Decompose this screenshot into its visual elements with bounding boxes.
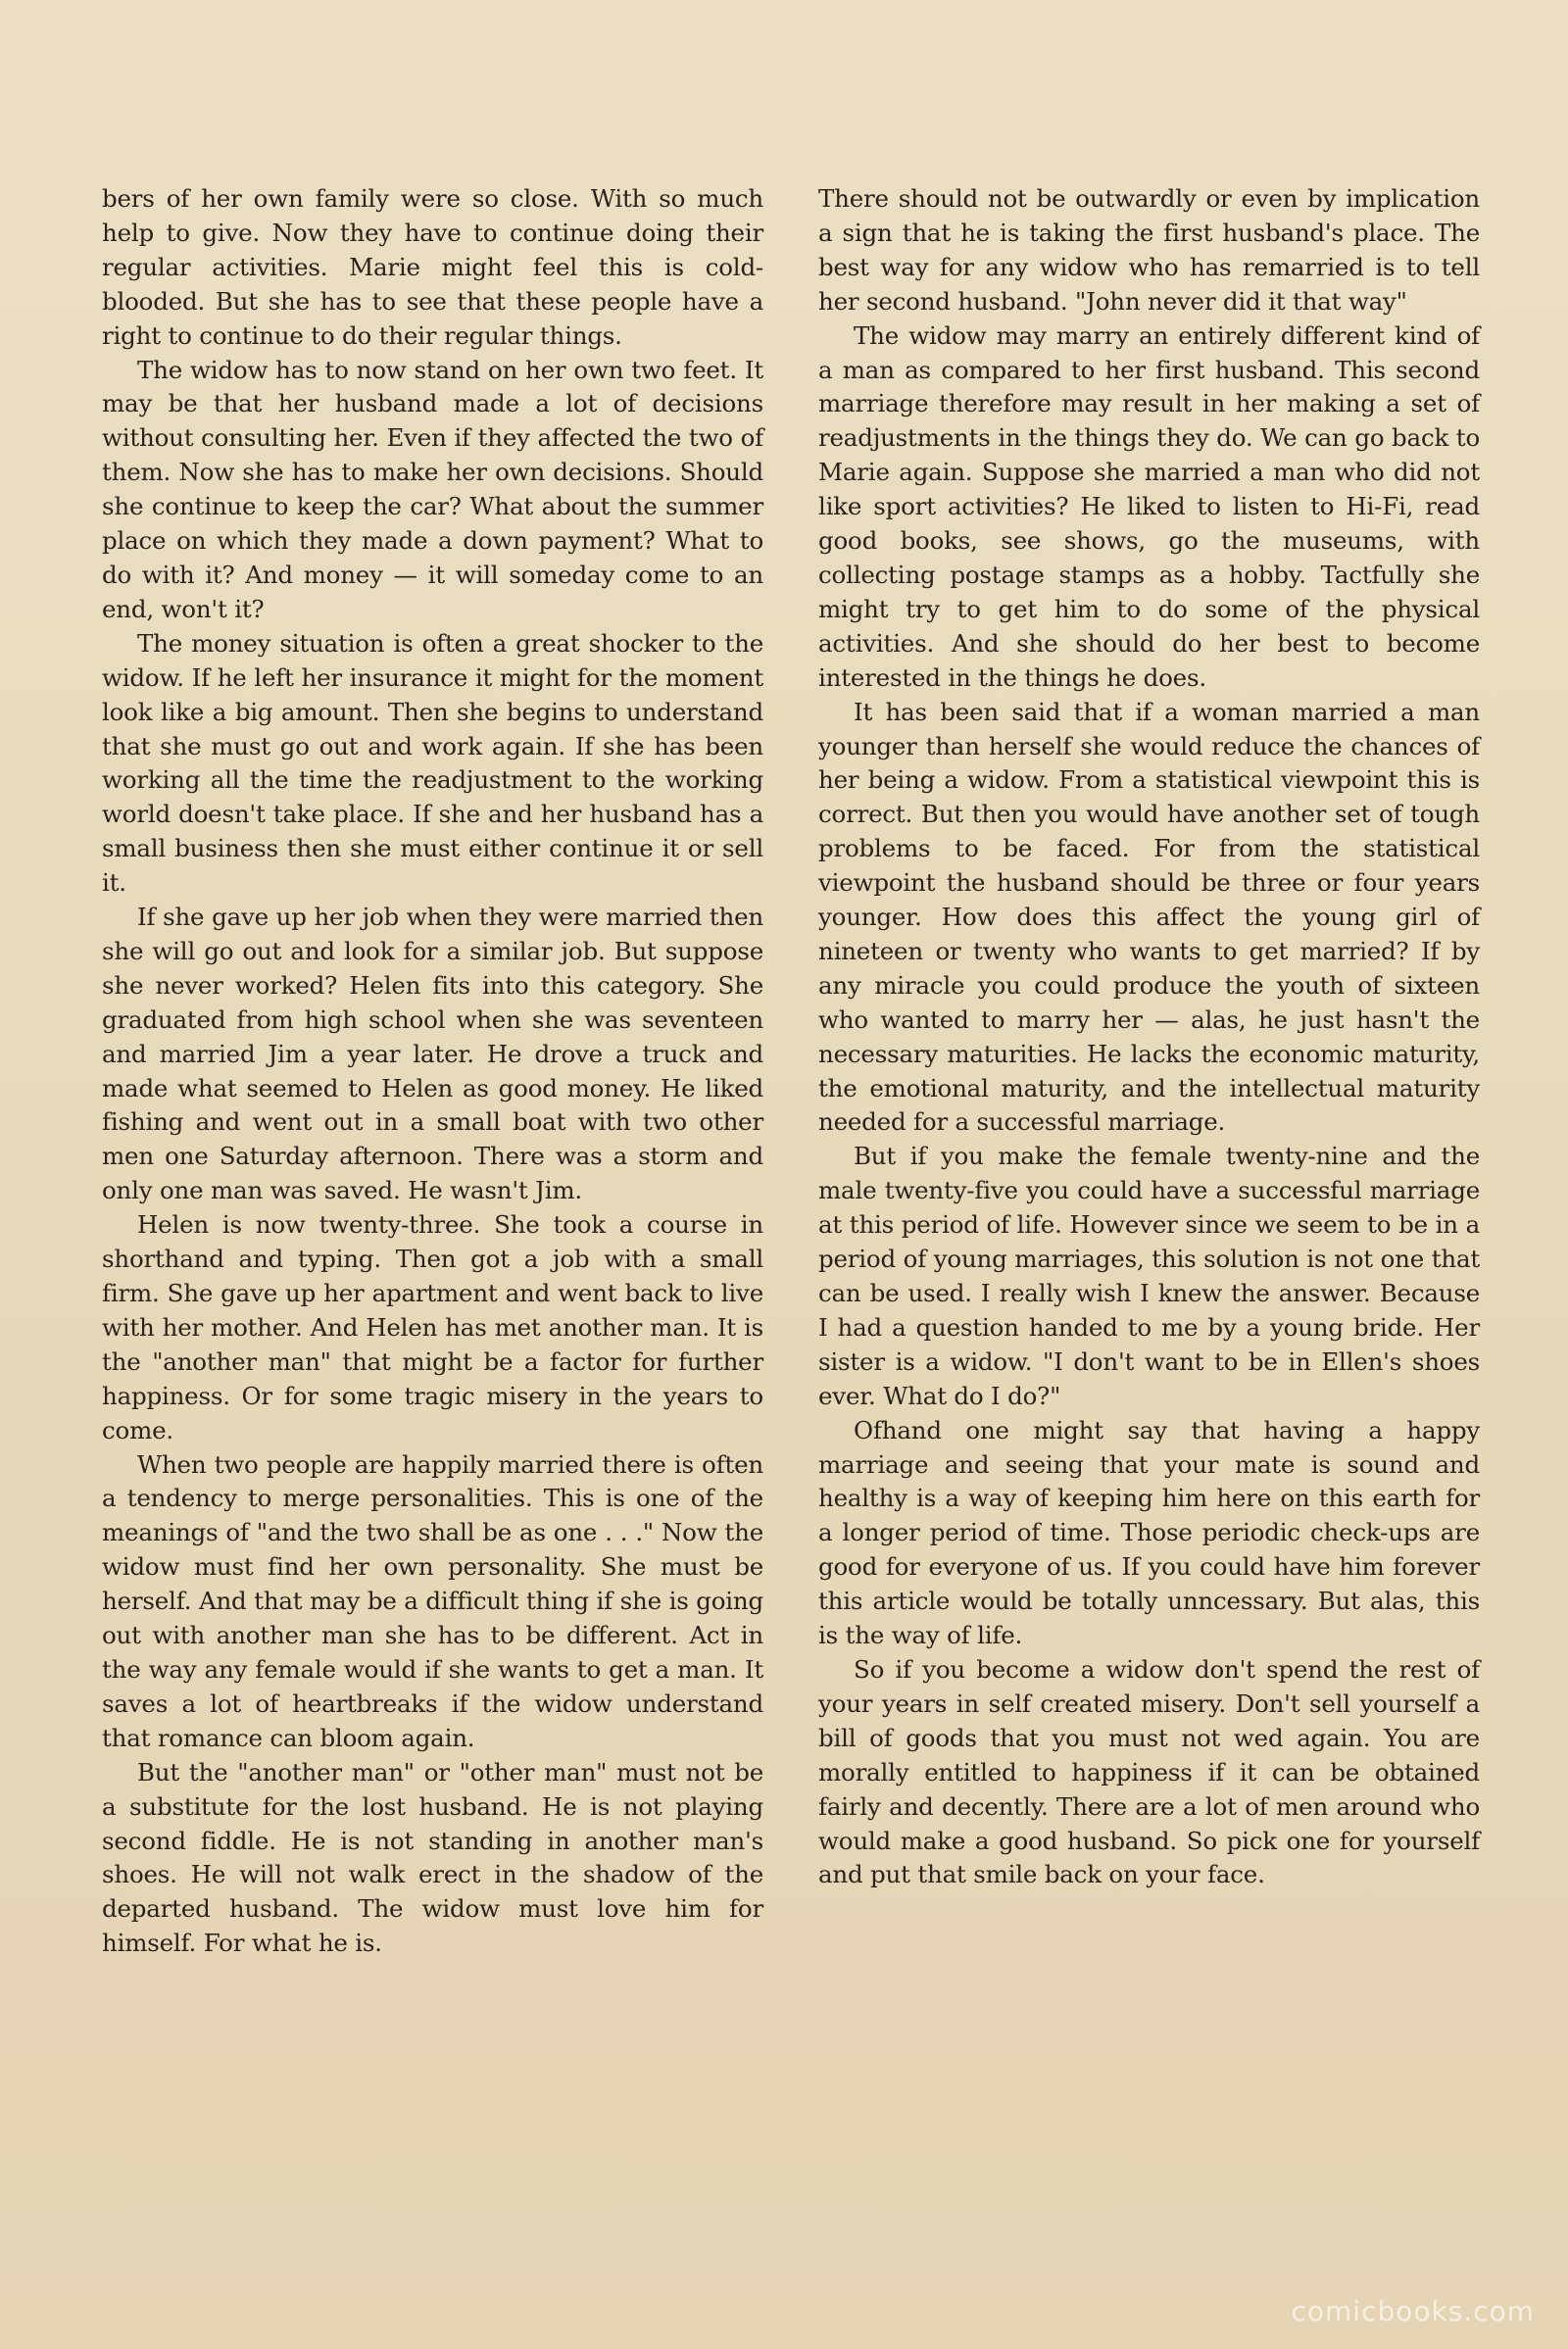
right-column — [818, 182, 1480, 1892]
paragraph: If she gave up her job when they were married then she will go out and look for a similar job. But suppose she never worked? Helen fits into this category. She graduated from high school when she was seventeen and married Jim a year later. He drove a truck and made what seemed to Helen as good money. He liked fishing and went out in a small boat with two other men one Saturday afternoon. There was a storm and only one man was saved. He wasn't Jim. — [102, 903, 763, 1205]
paragraph: Helen is now twenty-three. She took a course in shorthand and typing. Then got a job with a small firm. She gave up her apartment and went back to live with her mother. And Helen has met another man. It is the "another man" that might be a factor for further happiness. Or for some tragic misery in the years to come. — [102, 1210, 763, 1444]
paragraph: When two people are happily married there is often a tendency to merge personalities. This is one of the meanings of "and the two shall be as one . . ." Now the widow must find her own personality. She must be herself. And that may be a difficult thing if she is going out with another man she has to be different. Act in the way any female would if she wants to get a man. It saves a lot of heartbreaks if the widow understand that romance can bloom again. — [102, 1449, 763, 1752]
paragraph: It has been said that if a woman married a man younger than herself she would reduce the chances of her being a widow. From a statistical viewpoint this is correct. But then you would have another set of tough problems to be faced. For from the statistical viewpoint the husband should be three or four years younger. How does this affect the young girl of nineteen or twenty who wants to get married? If by any miracle you could produce the youth of sixteen who wanted to marry her — alas, he just hasn't the necessary maturities. He lacks the economic maturity, the emotional maturity, and the intellectual maturity needed for a successful marriage. — [818, 697, 1480, 1137]
paragraph: So if you become a widow don't spend the rest of your years in self created misery. Don't sell yourself a bill of goods that you must not wed again. You are morally entitled to happiness if it can be obtained fairly and decently. There are a lot of men around who would make a good husband. So pick one for yourself and put that smile back on your face. — [818, 1654, 1480, 1889]
paragraph: There should not be outwardly or even by implication a sign that he is taking the first husband's place. The best way for any widow who has remarried is to tell her second husband. "John never did it that way" — [818, 184, 1480, 316]
paragraph: But the "another man" or "other man" must not be a substitute for the lost husband. He is not playing second fiddle. He is not standing in another man's shoes. He will not walk erect in the shadow of the departed husband. The widow must love him for himself. For what he is. — [102, 1757, 763, 1958]
paragraph: The money situation is often a great shocker to the widow. If he left her insurance it might for the moment look like a big amount. Then she begins to understand that she must go out and work again. If she has been working all the time the readjustment to the working world doesn't take place. If she and her husband has a small business then she must either continue it or sell it. — [102, 628, 763, 898]
watermark: comicbooks.com — [1291, 2295, 1535, 2327]
paragraph: Ofhand one might say that having a happy marriage and seeing that your mate is sound and healthy is a way of keeping him here on this earth for a longer period of time. Those periodic check-ups are good for everyone of us. If you could have him forever this article would be totally unncessary. But alas, this is the way of life. — [818, 1415, 1480, 1650]
paragraph: bers of her own family were so close. With so much help to give. Now they have to continue doing their regular activities. Marie might feel this is cold-blooded. But she has to see that these people have a right to continue to do their regular things. — [102, 184, 763, 350]
paragraph: The widow may marry an entirely different kind of a man as compared to her first husband. This second marriage therefore may result in her making a set of readjustments in the things they do. We can go back to Marie again. Suppose she married a man who did not like sport activities? He liked to listen to Hi-Fi, read good books, see shows, go the museums, with collecting postage stamps as a hobby. Tactfully she might try to get him to do some of the physical activities. And she should do her best to become interested in the things he does. — [818, 320, 1480, 692]
left-column — [102, 182, 763, 1961]
paragraph: The widow has to now stand on her own two feet. It may be that her husband made a lot of decisions without consulting her. Even if they affected the two of them. Now she has to make her own decisions. Should she continue to keep the car? What about the summer place on which they made a down payment? What to do with it? And money — it will someday come to an end, won't it? — [102, 355, 763, 623]
paragraph: But if you make the female twenty-nine and the male twenty-five you could have a successful marriage at this period of life. However since we seem to be in a period of young marriages, this solution is not one that can be used. I really wish I knew the answer. Because I had a question handed to me by a young bride. Her sister is a widow. "I don't want to be in Ellen's shoes ever. What do I do?" — [818, 1142, 1480, 1410]
